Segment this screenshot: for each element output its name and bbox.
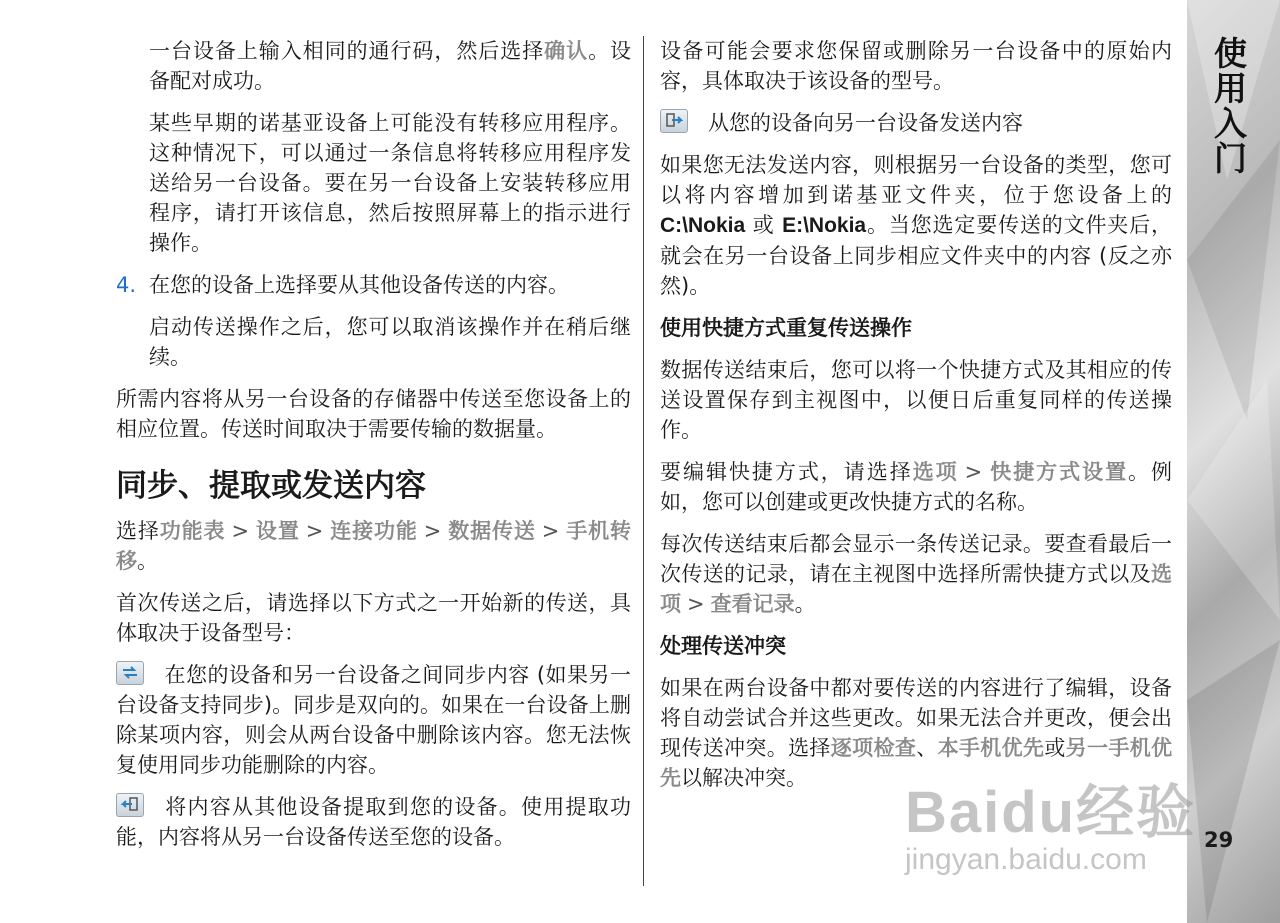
heading-conflict: 处理传送冲突	[660, 634, 786, 658]
text: 以解决冲突。	[681, 766, 807, 790]
text: 、	[916, 736, 938, 760]
separator: >	[305, 519, 324, 543]
keyword-view-log: 查看记录	[710, 592, 795, 616]
watermark	[905, 765, 1196, 877]
paragraph-transfer-time: 所需内容将从另一台设备的存储器中传送至您设备上的相应位置。传送时间取决于需要传输的数据量。	[116, 387, 631, 441]
left-column	[116, 36, 631, 864]
column-divider	[643, 36, 644, 886]
paragraph-nokia-folder	[660, 150, 1172, 301]
text: 要编辑快捷方式，请选择	[660, 460, 913, 484]
text: 每次传送结束后都会显示一条传送记录。要查看最后一次传送的记录，请在主视图中选择所需快捷方式以及	[660, 532, 1172, 586]
text: 在您的设备和另一台设备之间同步内容 (如果另一台设备支持同步)。同步是双向的。如果在一台设备上删除某项内容，则会从两台设备中删除该内容。您无法恢复使用同步功能删除的内容。	[116, 663, 631, 777]
paragraph-pairing	[149, 36, 631, 96]
paragraph-keep-delete: 设备可能会要求您保留或删除另一台设备中的原始内容，具体取决于该设备的型号。	[660, 39, 1172, 93]
keyword-options: 选项	[660, 562, 1172, 616]
step-text: 在您的设备上选择要从其他设备传送的内容。	[149, 273, 569, 297]
keyword-shortcut-settings: 快捷方式设置	[988, 460, 1129, 484]
heading-shortcut: 使用快捷方式重复传送操作	[660, 316, 912, 340]
keyword-confirm: 确认	[544, 39, 589, 63]
text: 如果在两台设备中都对要传送的内容进行了编辑，设备将自动尝试合并这些更改。如果无法合并更改，便会出现传送冲突。选择	[660, 676, 1172, 760]
fetch-icon	[116, 793, 144, 817]
step-4	[116, 270, 631, 300]
text: 如果您无法发送内容，则根据另一台设备的类型，您可以将内容增加到诺基亚文件夹，位于您设备上的	[660, 153, 1172, 207]
separator: >	[423, 519, 442, 543]
text: 。	[137, 549, 158, 573]
separator: >	[541, 519, 560, 543]
text: 。设备配对成功。	[149, 39, 632, 93]
paragraph-cancel: 启动传送操作之后，您可以取消该操作并在稍后继续。	[149, 315, 631, 369]
text: 将内容从其他设备提取到您的设备。使用提取功能，内容将从另一台设备传送至您的设备。	[116, 795, 631, 849]
watermark-url: jingyan.baidu.com	[905, 843, 1147, 876]
text: 一台设备上输入相同的通行码，然后选择	[149, 39, 545, 63]
paragraph-first-transfer: 首次传送之后，请选择以下方式之一开始新的传送，具体取决于设备型号：	[116, 591, 631, 645]
path-c-nokia: C:\Nokia	[660, 214, 746, 237]
send-icon	[660, 109, 688, 133]
paragraph-shortcut: 数据传送结束后，您可以将一个快捷方式及其相应的传送设置保存到主视图中，以便日后重复同样的传送操作。	[660, 358, 1172, 442]
page-number: 29	[1204, 828, 1234, 852]
text: 选择	[116, 519, 160, 543]
path-e-nokia: E:\Nokia	[782, 214, 867, 237]
menu-item-functions: 功能表	[159, 519, 226, 543]
menu-item-data-transfer: 数据传送	[447, 519, 536, 543]
text: 或	[1044, 736, 1066, 760]
paragraph-transfer-log	[660, 529, 1172, 619]
step-number: 4.	[116, 273, 137, 297]
option-sync	[116, 660, 631, 780]
separator: >	[687, 592, 705, 616]
menu-item-settings: 设置	[255, 519, 300, 543]
separator: >	[964, 460, 983, 484]
keyword-other-phone-first: 另一手机优先	[660, 736, 1173, 790]
keyword-check-each: 逐项检查	[830, 736, 917, 760]
option-send	[660, 108, 1172, 138]
option-fetch	[116, 792, 631, 852]
menu-path	[116, 516, 631, 576]
paragraph-early-devices: 某些早期的诺基亚设备上可能没有转移应用程序。这种情况下，可以通过一条信息将转移应用程序发送给另一台设备。要在另一台设备上安装转移应用程序，请打开该信息，然后按照屏幕上的指示进行操作。	[149, 111, 631, 255]
text: 或	[745, 213, 783, 237]
menu-item-connectivity: 连接功能	[329, 519, 418, 543]
keyword-this-phone-first: 本手机优先	[937, 736, 1045, 760]
separator: >	[231, 519, 250, 543]
text: 。当您选定要传送的文件夹后，就会在另一台设备上同步相应文件夹中的内容 (反之亦然)。	[660, 213, 1173, 298]
chapter-tab	[1187, 0, 1280, 923]
keyword-options: 选项	[912, 460, 959, 484]
text: 从您的设备向另一台设备发送内容	[708, 111, 1023, 135]
watermark-logo: Baidu经验	[905, 780, 1197, 845]
right-column	[660, 36, 1172, 805]
section-title: 同步、提取或发送内容	[116, 468, 426, 504]
paragraph-edit-shortcut	[660, 457, 1172, 517]
text: 。例如，您可以创建或更改快捷方式的名称。	[660, 460, 1173, 514]
menu-item-phone-switch: 手机转移	[116, 519, 632, 573]
sync-icon	[116, 661, 144, 685]
chapter-title: 使用入门	[1209, 36, 1248, 176]
text: 。	[794, 592, 816, 616]
